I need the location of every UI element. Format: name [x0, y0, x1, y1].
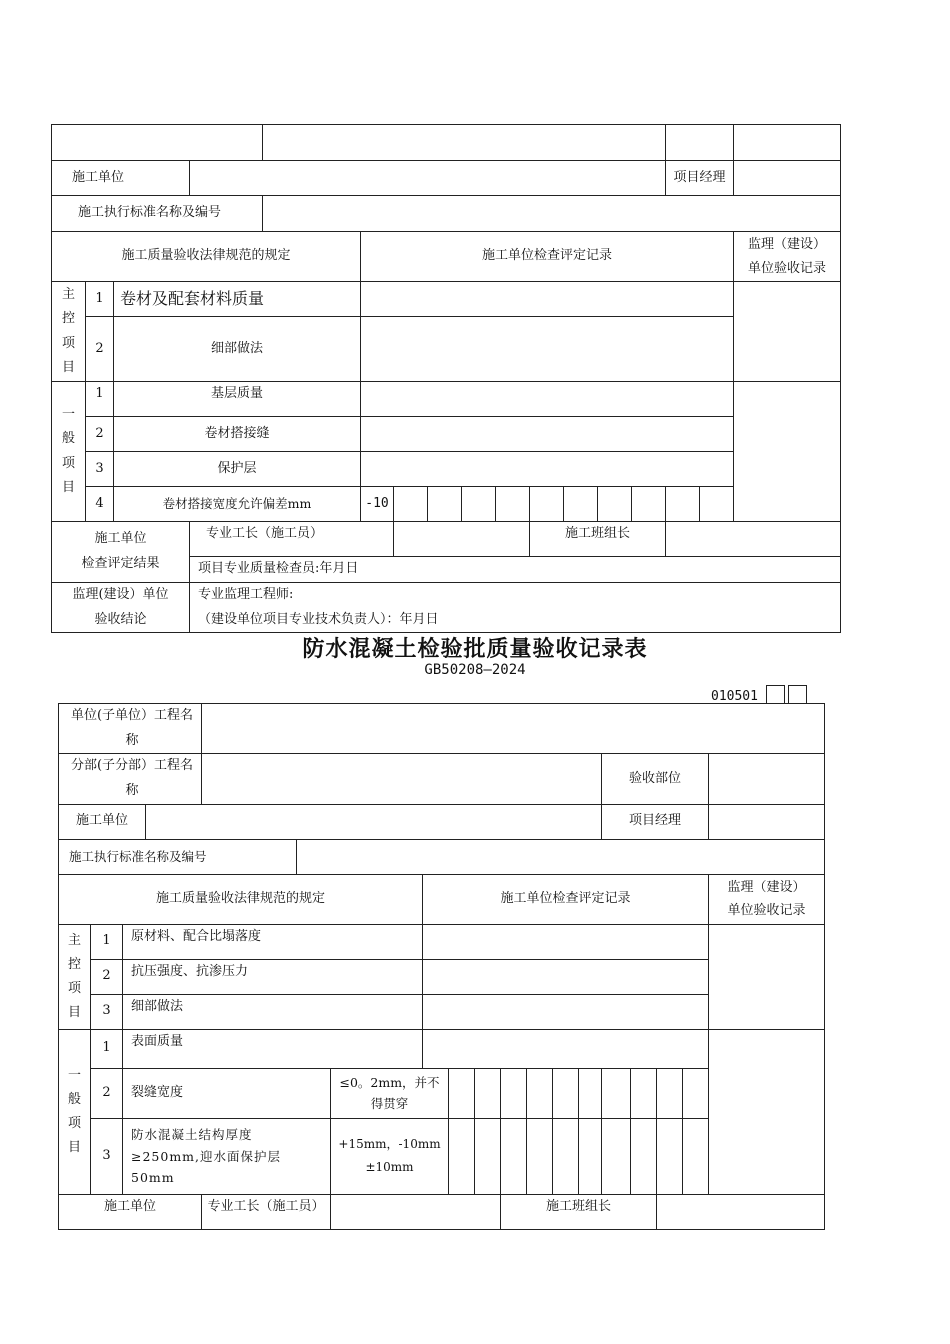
form1-col-supervision	[734, 232, 841, 282]
form2-general-item-name: 表面质量	[123, 1029, 423, 1068]
form2-title: 防水混凝土检验批质量验收记录表	[302, 636, 648, 662]
form1-measure-cell[interactable]	[394, 487, 428, 522]
form1-general-group-label: 一 般 项 目	[52, 382, 86, 522]
form2-footer-team-leader-value[interactable]	[657, 1194, 825, 1229]
form2-code-box[interactable]	[766, 685, 785, 704]
form1-general-item-no: 1	[86, 382, 114, 417]
form2-main-item-name: 细部做法	[123, 994, 423, 1029]
form2-measure-cell[interactable]	[475, 1068, 501, 1118]
form1-measure-cell[interactable]	[598, 487, 632, 522]
form2-measure-cell[interactable]	[501, 1068, 527, 1118]
form2-construction-unit-value[interactable]	[146, 804, 602, 839]
form1-tolerance-value: -10	[361, 487, 394, 522]
form2-general-group-label: 一 般 项 目	[59, 1029, 91, 1194]
form2-col-spec: 施工质量验收法律规范的规定	[59, 874, 423, 924]
form1-main-supervision[interactable]	[734, 282, 841, 382]
form1-table	[51, 124, 841, 633]
form1-blank-cell[interactable]	[734, 125, 841, 161]
form2-measure-cell[interactable]	[527, 1118, 553, 1194]
form1-team-leader-label: 施工班组长	[530, 522, 666, 557]
form1-main-item-no: 2	[86, 317, 114, 382]
form2-measure-cell[interactable]	[657, 1118, 683, 1194]
form2-main-item-check[interactable]	[423, 959, 709, 994]
form2-measure-cell[interactable]	[602, 1118, 631, 1194]
form1-supervision-conclusion[interactable]	[190, 583, 841, 633]
form2-measure-cell[interactable]	[602, 1068, 631, 1118]
form1-col-supervision-line1: 监理（建设）	[748, 237, 827, 253]
form2-footer-team-leader-label: 施工班组长	[501, 1194, 657, 1229]
form2-main-item-name: 抗压强度、抗渗压力	[123, 959, 423, 994]
form2-measure-cell[interactable]	[449, 1068, 475, 1118]
form2-standard-label: 施工执行标准名称及编号	[59, 839, 297, 874]
form1-foreman-value[interactable]	[394, 522, 530, 557]
form1-main-item-check[interactable]	[361, 282, 734, 317]
form1-general-item-no: 3	[86, 452, 114, 487]
form2-measure-cell[interactable]	[683, 1118, 709, 1194]
form2-footer-foreman-value[interactable]	[331, 1194, 501, 1229]
form2-measure-cell[interactable]	[579, 1118, 602, 1194]
form2-measure-cell[interactable]	[657, 1068, 683, 1118]
form2-measure-cell[interactable]	[631, 1118, 657, 1194]
form2-acceptance-part-value[interactable]	[709, 754, 825, 804]
form1-supervision-label: 监理(建设）单位 验收结论	[52, 583, 190, 633]
form1-quality-inspector: 项目专业质量检查员:年月日	[190, 557, 841, 583]
form1-construction-unit-value[interactable]	[190, 161, 666, 196]
form1-standard-value[interactable]	[263, 196, 841, 232]
form1-project-manager-label: 项目经理	[666, 161, 734, 196]
form2-project-manager-value[interactable]	[709, 804, 825, 839]
form2-table	[58, 703, 825, 1230]
form2-construction-unit-label: 施工单位	[59, 804, 146, 839]
form1-col-supervision-line2: 单位验收记录	[748, 260, 827, 276]
form2-unit-project-label: 单位(子单位）工程名称	[59, 704, 202, 754]
form2-measure-cell[interactable]	[683, 1068, 709, 1118]
form1-measure-cell[interactable]	[666, 487, 700, 522]
form2-main-item-no: 3	[91, 994, 123, 1029]
form2-col-supervision-line2: 单位验收记录	[727, 903, 806, 919]
form2-main-item-check[interactable]	[423, 994, 709, 1029]
form1-team-leader-value[interactable]	[666, 522, 841, 557]
form2-main-group-label: 主 控 项 目	[59, 924, 91, 1029]
form2-standard-value[interactable]	[297, 839, 825, 874]
form1-col-check: 施工单位检查评定记录	[361, 232, 734, 282]
form1-general-item-name: 卷材搭接缝	[114, 417, 361, 452]
form2-thickness-tolerance: +15mm，-10mm ±10mm	[331, 1118, 449, 1194]
form2-col-supervision	[709, 874, 825, 924]
form1-measure-cell[interactable]	[564, 487, 598, 522]
form1-supervision-engineer: 专业监理工程师:	[198, 587, 294, 603]
form2-footer-unit: 施工单位	[59, 1194, 202, 1229]
form1-measure-cell[interactable]	[462, 487, 496, 522]
form2-form-code: 010501	[711, 689, 758, 704]
form2-general-item-name: 裂缝宽度	[123, 1068, 331, 1118]
form1-project-manager-value[interactable]	[734, 161, 841, 196]
form1-measure-cell[interactable]	[700, 487, 734, 522]
form2-general-item-no: 1	[91, 1029, 123, 1068]
form1-main-item-no: 1	[86, 282, 114, 317]
form2-main-item-no: 1	[91, 924, 123, 959]
form1-standard-label: 施工执行标准名称及编号	[52, 196, 263, 232]
form1-main-item-name: 细部做法	[114, 317, 361, 382]
form1-general-item-check[interactable]	[361, 452, 734, 487]
form2-measure-cell[interactable]	[475, 1118, 501, 1194]
form1-general-item-name: 保护层	[114, 452, 361, 487]
form1-blank-cell[interactable]	[666, 125, 734, 161]
form2-main-item-name: 原材料、配合比塌落度	[123, 924, 423, 959]
form1-general-item-name: 卷材搭接宽度允许偏差mm	[114, 487, 361, 522]
form2-measure-cell[interactable]	[527, 1068, 553, 1118]
form2-footer-foreman-label: 专业工长（施工员）	[202, 1194, 331, 1229]
form2-measure-cell[interactable]	[553, 1118, 579, 1194]
form1-foreman-label: 专业工长（施工员）	[190, 522, 394, 557]
form1-measure-cell[interactable]	[496, 487, 530, 522]
form1-measure-cell[interactable]	[632, 487, 666, 522]
form1-general-item-no: 2	[86, 417, 114, 452]
form1-general-item-check[interactable]	[361, 382, 734, 417]
form1-general-item-no: 4	[86, 487, 114, 522]
form2-standard-code: GB50208—2024	[424, 662, 526, 678]
form2-general-item-no: 3	[91, 1118, 123, 1194]
form1-construction-unit-label: 施工单位	[52, 161, 190, 196]
form1-main-item-name: 卷材及配套材料质量	[114, 282, 361, 317]
form1-blank-cell[interactable]	[52, 125, 263, 161]
form1-owner-tech: （建设单位项目专业技术负责人）：年月日	[198, 611, 439, 627]
form2-project-manager-label: 项目经理	[602, 804, 709, 839]
form2-crack-tolerance: ≤0。2mm，并不 得贯穿	[331, 1068, 449, 1118]
form2-sub-project-label: 分部(子分部）工程名称	[59, 754, 202, 804]
form1-col-spec: 施工质量验收法律规范的规定	[52, 232, 361, 282]
form2-measure-cell[interactable]	[449, 1118, 475, 1194]
form2-col-check: 施工单位检查评定记录	[423, 874, 709, 924]
form1-blank-cell[interactable]	[263, 125, 666, 161]
form2-measure-cell[interactable]	[501, 1118, 527, 1194]
form2-measure-cell[interactable]	[631, 1068, 657, 1118]
form1-general-item-check[interactable]	[361, 417, 734, 452]
form2-main-supervision[interactable]	[709, 924, 825, 1029]
form1-measure-cell[interactable]	[428, 487, 462, 522]
form2-general-item-check[interactable]	[423, 1029, 709, 1068]
form1-main-item-check[interactable]	[361, 317, 734, 382]
form2-general-supervision[interactable]	[709, 1029, 825, 1194]
form2-code-box[interactable]	[788, 685, 807, 704]
form2-general-item-name: 防水混凝土结构厚度 ≥250mm,迎水面保护层 50mm	[123, 1118, 331, 1194]
form2-measure-cell[interactable]	[579, 1068, 602, 1118]
form2-main-item-no: 2	[91, 959, 123, 994]
form1-result-label: 施工单位 检查评定结果	[52, 522, 190, 583]
form2-main-item-check[interactable]	[423, 924, 709, 959]
form1-general-supervision[interactable]	[734, 382, 841, 522]
form1-main-group-label: 主 控 项 目	[52, 282, 86, 382]
form2-unit-project-value[interactable]	[202, 704, 825, 754]
form2-acceptance-part-label: 验收部位	[602, 754, 709, 804]
form2-measure-cell[interactable]	[553, 1068, 579, 1118]
form2-col-supervision-line1: 监理（建设）	[727, 879, 806, 895]
form2-sub-project-value[interactable]	[202, 754, 602, 804]
form2-general-item-no: 2	[91, 1068, 123, 1118]
form1-measure-cell[interactable]	[530, 487, 564, 522]
form1-general-item-name: 基层质量	[114, 382, 361, 417]
